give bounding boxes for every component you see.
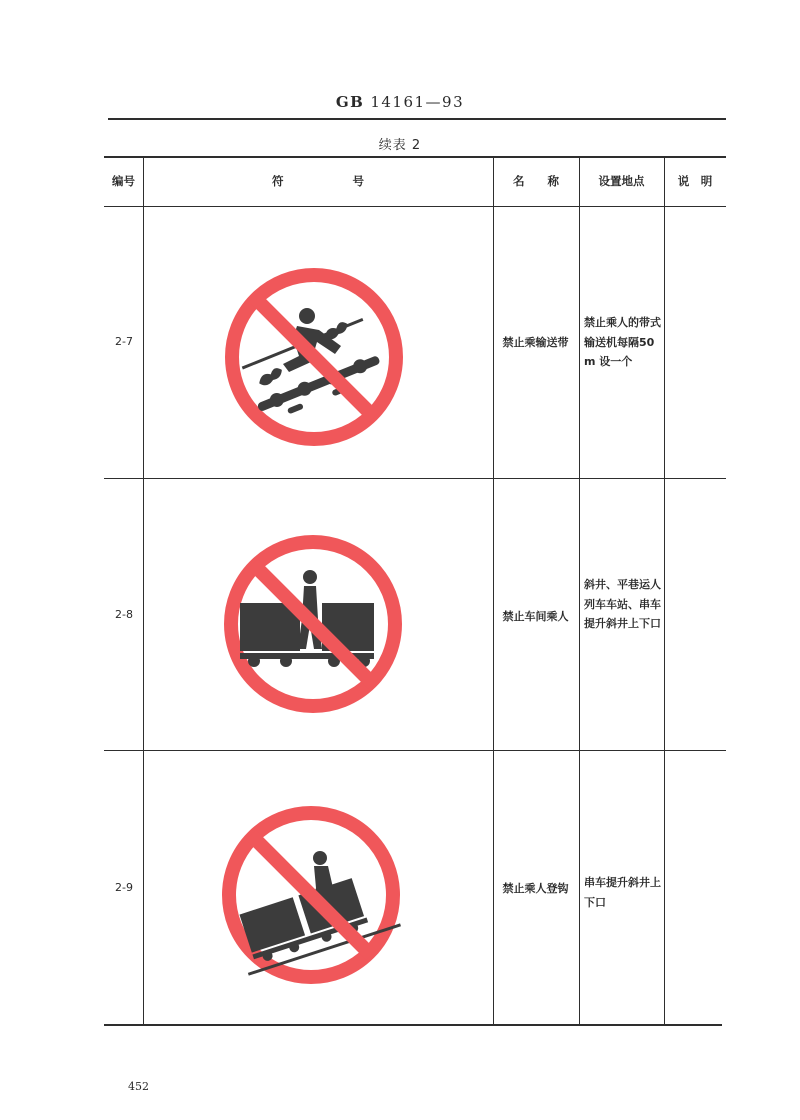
no-riding-between-cars-sign	[218, 529, 408, 719]
column-divider	[579, 156, 580, 1025]
row-code: 2-7	[115, 335, 133, 348]
row-divider	[104, 478, 726, 479]
no-riding-conveyor-sign	[219, 262, 409, 452]
row-location: 禁止乘人的带式输送机每隔50 m 设一个	[584, 316, 661, 368]
column-header-note: 说 明	[677, 174, 713, 188]
row-name: 禁止车间乘人	[502, 610, 569, 623]
no-riding-on-hook-sign	[216, 800, 406, 990]
table-caption: 续表 2	[378, 138, 422, 153]
header-rule	[108, 118, 726, 120]
row-name: 禁止乘输送带	[502, 336, 569, 349]
standard-code: GB	[335, 93, 365, 111]
column-divider	[664, 156, 665, 1025]
column-header-symbol: 符 号	[272, 174, 364, 188]
column-header-location: 设置地点	[598, 174, 645, 188]
row-divider	[104, 750, 726, 751]
row-location: 串车提升斜井上下口	[584, 876, 661, 909]
header-bottom-rule	[104, 206, 726, 207]
page-number: 452	[128, 1080, 149, 1093]
row-location: 斜井、平巷运人列车车站、串车提升斜井上下口	[584, 578, 661, 630]
row-code: 2-8	[115, 608, 133, 621]
row-code: 2-9	[115, 881, 133, 894]
row-name: 禁止乘人登钩	[502, 882, 569, 895]
column-divider	[143, 156, 144, 1025]
column-header-code: 编号	[112, 174, 135, 188]
standard-header	[0, 93, 800, 111]
table-bottom-rule	[104, 1024, 722, 1026]
column-header-name: 名 称	[513, 174, 559, 188]
standard-number: 14161—93	[370, 93, 465, 111]
